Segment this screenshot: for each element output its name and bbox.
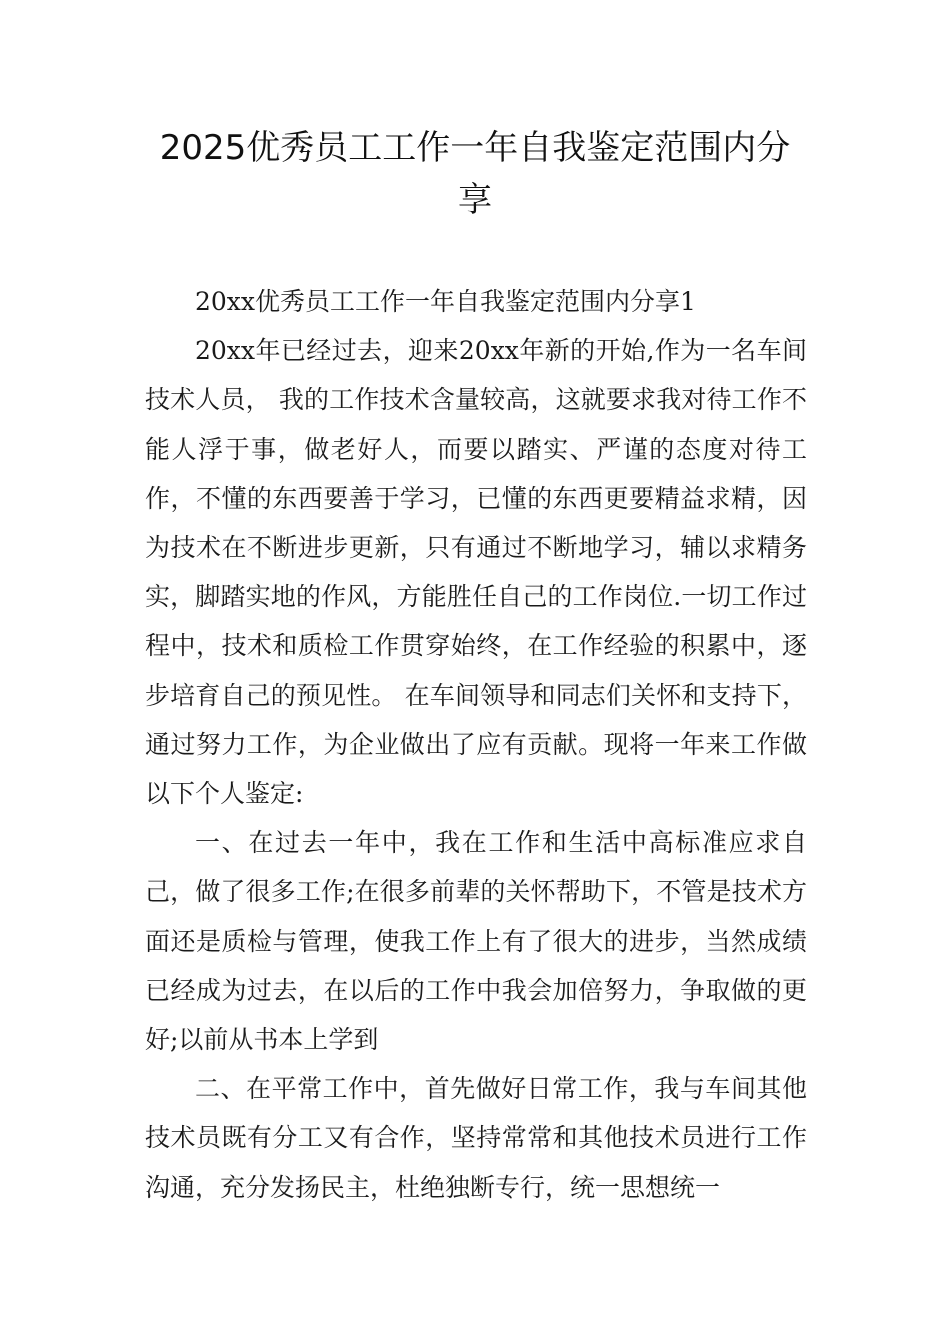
document-title: 2025优秀员工工作一年自我鉴定范围内分享 [159, 128, 791, 220]
paragraph-heading: 20xx优秀员工工作一年自我鉴定范围内分享1 [195, 287, 696, 316]
document-body [145, 277, 807, 1212]
paragraph-section-2: 二、在平常工作中，首先做好日常工作，我与车间其他技术员既有分工又有合作，坚持常常和其他技术员进行工作沟通，充分发扬民主，杜绝独断专行，统一思想统一 [145, 1074, 807, 1202]
paragraph-section-1: 一、在过去一年中，我在工作和生活中高标准应求自己，做了很多工作;在很多前辈的关怀帮助下，不管是技术方面还是质检与管理，使我工作上有了很大的进步，当然成绩已经成为过去，在以后的工作中我会加倍努力，争取做的更好;以前从书本上学到 [145, 828, 807, 1055]
paragraph-intro: 20xx年已经过去，迎来20xx年新的开始,作为一名车间技术人员， 我的工作技术含量较高，这就要求我对待工作不能人浮于事，做老好人，而要以踏实、严谨的态度对待工作，不懂的东西要善于学习，已懂的东西更要精益求精，因为技术在不断进步更新，只有通过不断地学习，辅以求精务实，脚踏实地的作风，方能胜任自己的工作岗位.一切工作过程中，技术和质检工作贯穿始终，在工作经验的积累中，逐步培育自己的预见性。 在车间领导和同志们关怀和支持下，通过努力工作，为企业做出了应有贡献。现将一年来工作做以下个人鉴定: [145, 336, 807, 809]
